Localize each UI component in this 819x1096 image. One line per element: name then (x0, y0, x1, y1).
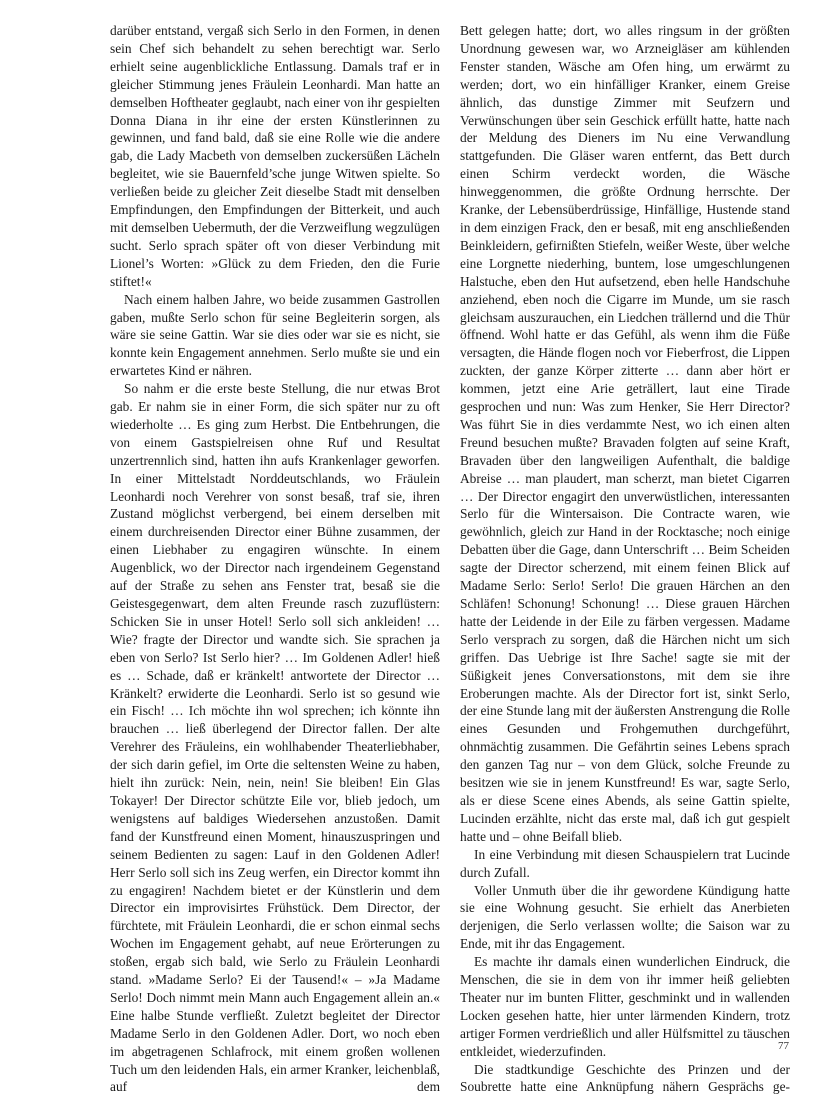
paragraph: In eine Verbindung mit diesen Schauspielern trat Lucinde durch Zufall. (460, 846, 790, 880)
left-column (110, 22, 440, 1096)
paragraph: Bett gelegen hatte; dort, wo alles ringsum in der größten Unordnung gewesen war, wo Arzneigläser am kühlenden Fenster standen, Wäsche am Ofen hing, um erwärmt zu werden; dort, wo ein hinfälliger Kranker, einem Greise ähnlich, das dunstige Zimmer mit Seufzern und Verwünschungen über sein Geschick erfüllt hatte, hatte nach der Meldung des Dieners im Nu eine Verwandlung stattgefunden. Die Gläser waren entfernt, das Bett durch einen Schirm verdeckt worden, die Wäsche hinweggenommen, die größte Ordnung herrschte. Der Kranke, der Lebensüberdrüssige, Hinfällige, Hustende stand in dem einzigen Frack, den er besaß, mit eng anschließenden Beinkleidern, gefirnißten Stiefeln, weißer Weste, über welche eine Lorgnette niederhing, buntem, lose umgeschlungenen Halstuche, eben den Hut aufsetzend, eben helle Handschuhe anziehend, eben noch die Cigarre im Munde, um sie rasch gleichsam auszurauchen, ein Liedchen trällernd und die Thür öffnend. Wohl hatte er das Gefühl, als wenn ihm die Füße versagten, die Hände flogen noch vor Fieberfrost, die Lippen zuckten, der ganze Körper zitterte … dann aber hört er kommen, jetzt eine Arie geträllert, laut eine Tirade gesprochen und nun: Was zum Henker, Sie Herr Director? Was führt Sie in dies verdammte Nest, wo ich einen alten Freund besuchen mußte? Bravaden folgten auf seine Kraft, Bravaden über den langweiligen Aufenthalt, die baldige Abreise … man plaudert, man scherzt, man bietet Cigarren … Der Director engagirt den unverwüstlichen, interessanten Serlo für die Wintersaison. Die Contracte waren, wie gewöhnlich, gleich zur Hand in der Rocktasche; noch einige Debatten über die Gage, dann Unterschrift … Beim Scheiden sagte der Director scherzend, mit einem feinen Blick auf Madame Serlo: Serlo! Serlo! Die grauen Härchen an den Schläfen! Schonung! Schonung! … Diese grauen Härchen hatte der Leidende in der Eile zu färben vergessen. Madame Serlo versprach zu sorgen, daß die Härchen nicht um sich griffen. Das Uebrige ist Ihre Sache! sagte sie mit der Süßigkeit jenes Conversationstons, mit dem sie ihre Eroberungen machte. Als der Director fort ist, sinkt Serlo, der eine Stunde lang mit der äußersten Anstrengung die Rolle eines Gesunden und Frohgemuthen durchgeführt, ohnmächtig zusammen. Die Gefährtin seines Lebens sprach den ganzen Tag nur – von dem Glück, solche Freunde zu besitzen wie sie in jenem Kunstfreund! Es war, sagte Serlo, als er diese Scene eines Abends, als seine Gattin spielte, Lucinden erzählte, nicht das erste mal, daß ich gut gespielt hatte und – ohne Beifall blieb. (460, 23, 790, 844)
paragraph: Es machte ihr damals einen wunderlichen Eindruck, die Menschen, die sie in dem von ihr immer heiß geliebten Theater nur im bunten Flitter, geschminkt und in wallenden Locken gesehen hatte, hier unter lärmenden Kindern, trotz artiger Formen verdrießlich und aller Hülfsmittel zu täuschen entkleidet, wiederzufinden. (460, 954, 790, 1059)
paragraph: Voller Unmuth über die ihr gewordene Kündigung hatte sie eine Wohnung gesucht. Sie erhielt das Anerbieten derjenigen, die Serlo verlassen wollte; die Saison war zu Ende, mit ihr das Engagement. (460, 882, 790, 952)
right-column (460, 22, 790, 1096)
paragraph: So nahm er die erste beste Stellung, die nur etwas Brot gab. Er nahm sie in einer Form, die sich später nur zu oft wiederholte … Es ging zum Herbst. Die Entbehrungen, die von einem Gastspielreisen ohne Ruf und Resultat unzertrennlich sind, hatten ihn aufs Krankenlager geworfen. In einer Mittelstadt Norddeutschlands, wo Fräulein Leonhardi noch Verehrer von sonst besaß, traf sie, ihren Zustand möglichst verbergend, bei einem derselben mit einem durchreisenden Director einer Bühne zusammen, der einen Liebhaber zu engagiren wünschte. In einem Augenblick, wo der Director nach irgendeinem Gegenstand auf der Straße zu sehen ans Fenster trat, besaß sie die Geistesgegenwart, dem alten Freunde rasch zuzuflüstern: Schicken Sie in unser Hotel! Serlo soll sich ankleiden! … Wie? fragte der Director und wandte sich. Sie sprachen ja eben von Serlo? Ist Serlo hier? … Im Goldenen Adler! hieß es … Schade, daß er kränkelt! antwortete der Director … Kränkelt? erwiderte die Leonhardi. Serlo ist so gesund wie ein Fisch! … Ich möchte ihn wol sprechen; ich könnte ihn brauchen … ließ überlegend der Director fallen. Der alte Verehrer des Fräuleins, ein wohlhabender Theaterliebhaber, der sich darin gefiel, im Orte die seltensten Weine zu haben, hielt ihn zurück: Nein, nein, nein! Sie bleiben! Ein Glas Tokayer! Der Director schützte Eile vor, blieb jedoch, um wenigstens auf baldiges Wiedersehen anzustoßen. Damit fand der Kunstfreund einen Moment, hinauszuspringen und seinem Bedienten zu sagen: Lauf in den Goldenen Adler! Herr Serlo soll sich ins Zeug werfen, ein Director kommt ihn zu engagiren! Nachdem bietet er der Künstlerin und dem Director ein improvisirtes Frühstück. Dem Director, der fürchtete, mit Fräulein Leonhardi, die er schon einmal sechs Wochen im Engagement gehabt, auf neue Erörterungen zu stoßen, ergab sich bald, wie Serlo zu Fräulein Leonhardi stand. »Madame Serlo? Ei der Tausend!« – »Ja Madame Serlo! Doch nimmt mein Mann auch Engagement allein an.« Eine halbe Stunde verfließt. Zuletzt begleitet der Director Madame Serlo in den Goldenen Adler. Dort, wo noch eben im abgetragenen Schlafrock, mit einem großen wollenen Tuch um den leidenden Hals, ein armer Kranker, leichenblaß, auf dem (110, 381, 440, 1095)
paragraph: darüber entstand, vergaß sich Serlo in den Formen, in denen sein Chef sich behandelt zu sehen berechtigt war. Serlo erhielt seine augenblickliche Entlassung. Damals traf er in gleicher Stimmung jenes Fräulein Leonhardi. Man hatte an demselben Hoftheater geglaubt, nach einer von ihr gespielten Donna Diana in ihr eine der ersten Künstlerinnen zu gewinnen, und fand bald, daß sie eine Rolle wie die andere gab, die Lady Macbeth von demselben zuckersüßen Lächeln begleitet, wie sie Bauernfeld’sche junge Witwen spielte. So verließen beide zu gleicher Zeit dieselbe Stadt mit denselben Empfindungen, den Empfindungen der Bitterkeit, und auch mit demselben Uebermuth, der die Verzweiflung wegzulügen sucht. Serlo sprach später oft von dieser Verbindung mit Lionel’s Worten: »Glück zu dem Frieden, den die Furie stiftet!« (110, 23, 440, 289)
paragraph: Die stadtkundige Geschichte des Prinzen und der Soubrette hatte eine Anknüpfung nähern Gesprächs ge- (460, 1061, 790, 1095)
page-number: 77 (778, 1040, 789, 1052)
paragraph: Nach einem halben Jahre, wo beide zusammen Gastrollen gaben, mußte Serlo schon für seine Begleiterin sorgen, als wäre sie seine Gattin. War sie dies oder war sie es nicht, sie konnte kein Engagement annehmen. Serlo mußte sie und ein erwartetes Kind er nähren. (110, 291, 440, 379)
